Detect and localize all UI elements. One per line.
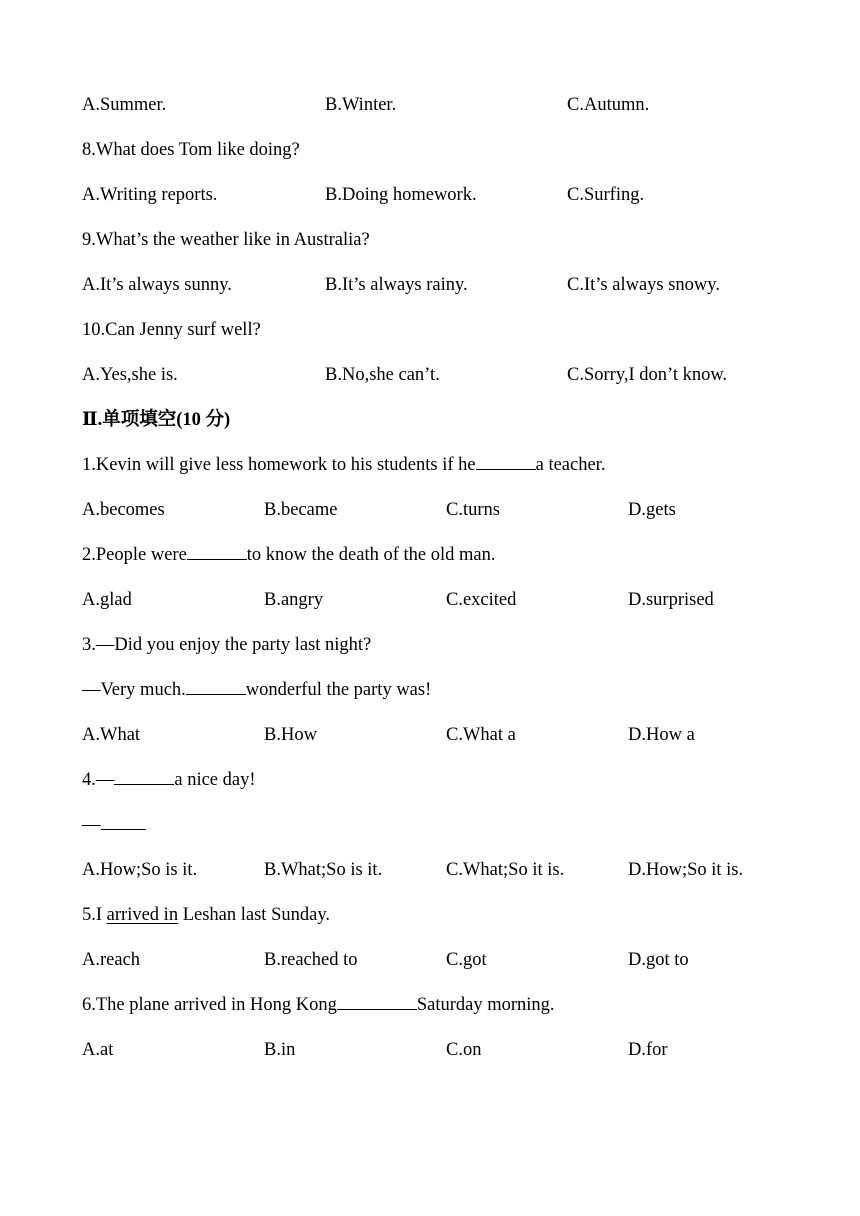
s5-text-pre: 5.I bbox=[82, 905, 107, 925]
answer-blank bbox=[101, 813, 146, 830]
section-heading: Ⅱ.单项填空(10 分) bbox=[82, 410, 231, 430]
s5-option-c: C.got bbox=[446, 950, 487, 970]
s3-question: 3.—Did you enjoy the party last night? bbox=[82, 635, 372, 655]
s6-option-a: A.at bbox=[82, 1040, 114, 1060]
q8-option-b: B.Doing homework. bbox=[325, 185, 477, 205]
answer-blank bbox=[337, 993, 417, 1010]
q7-option-b: B.Winter. bbox=[325, 95, 397, 115]
s6-option-c: C.on bbox=[446, 1040, 482, 1060]
s2-option-a: A.glad bbox=[82, 590, 132, 610]
s3-text-pre: —Very much. bbox=[82, 680, 186, 700]
s5-underlined-phrase: arrived in bbox=[106, 905, 179, 925]
s1-question bbox=[82, 453, 605, 477]
s1-option-d: D.gets bbox=[628, 500, 676, 520]
q10-question: 10.Can Jenny surf well? bbox=[82, 320, 261, 340]
s5-option-b: B.reached to bbox=[264, 950, 358, 970]
s3-response bbox=[82, 678, 431, 702]
q9-option-a: A.It’s always sunny. bbox=[82, 275, 232, 295]
s2-text-pre: 2.People were bbox=[82, 545, 187, 565]
s3-option-c: C.What a bbox=[446, 725, 516, 745]
s6-option-b: B.in bbox=[264, 1040, 296, 1060]
q10-option-a: A.Yes,she is. bbox=[82, 365, 178, 385]
s4-option-b: B.What;So is it. bbox=[264, 860, 383, 880]
s4-dash: — bbox=[82, 815, 101, 835]
q8-question: 8.What does Tom like doing? bbox=[82, 140, 300, 160]
q10-option-b: B.No,she can’t. bbox=[325, 365, 440, 385]
s2-text-post: to know the death of the old man. bbox=[246, 545, 496, 565]
s3-option-b: B.How bbox=[264, 725, 317, 745]
s5-text-post: Leshan last Sunday. bbox=[178, 905, 330, 925]
answer-blank bbox=[114, 768, 174, 785]
s2-option-b: B.angry bbox=[264, 590, 324, 610]
s1-text-pre: 1.Kevin will give less homework to his students if he bbox=[82, 455, 476, 475]
s6-text-pre: 6.The plane arrived in Hong Kong bbox=[82, 995, 337, 1015]
s3-option-d: D.How a bbox=[628, 725, 695, 745]
s2-question bbox=[82, 543, 495, 567]
s4-question bbox=[82, 768, 256, 792]
answer-blank bbox=[186, 678, 246, 695]
s1-option-c: C.turns bbox=[446, 500, 500, 520]
s2-option-d: D.surprised bbox=[628, 590, 714, 610]
s4-option-d: D.How;So it is. bbox=[628, 860, 744, 880]
s6-question bbox=[82, 993, 555, 1017]
s4-option-a: A.How;So is it. bbox=[82, 860, 198, 880]
s4-option-c: C.What;So it is. bbox=[446, 860, 565, 880]
q7-option-c: C.Autumn. bbox=[567, 95, 650, 115]
s2-option-c: C.excited bbox=[446, 590, 517, 610]
s1-option-a: A.becomes bbox=[82, 500, 165, 520]
q8-option-c: C.Surfing. bbox=[567, 185, 645, 205]
s4-text-pre: 4.— bbox=[82, 770, 115, 790]
s1-text-post: a teacher. bbox=[535, 455, 606, 475]
s4-text-post: a nice day! bbox=[174, 770, 256, 790]
q9-option-b: B.It’s always rainy. bbox=[325, 275, 468, 295]
q10-option-c: C.Sorry,I don’t know. bbox=[567, 365, 728, 385]
s5-question bbox=[82, 903, 330, 927]
s1-option-b: B.became bbox=[264, 500, 338, 520]
s5-option-d: D.got to bbox=[628, 950, 689, 970]
q9-option-c: C.It’s always snowy. bbox=[567, 275, 720, 295]
s6-text-post: Saturday morning. bbox=[416, 995, 555, 1015]
s3-option-a: A.What bbox=[82, 725, 141, 745]
q8-option-a: A.Writing reports. bbox=[82, 185, 218, 205]
s3-text-post: wonderful the party was! bbox=[245, 680, 432, 700]
s6-option-d: D.for bbox=[628, 1040, 668, 1060]
q7-option-a: A.Summer. bbox=[82, 95, 167, 115]
q9-question: 9.What’s the weather like in Australia? bbox=[82, 230, 370, 250]
s5-option-a: A.reach bbox=[82, 950, 141, 970]
answer-blank bbox=[187, 543, 247, 560]
answer-blank bbox=[476, 453, 536, 470]
s4-response bbox=[82, 813, 146, 837]
